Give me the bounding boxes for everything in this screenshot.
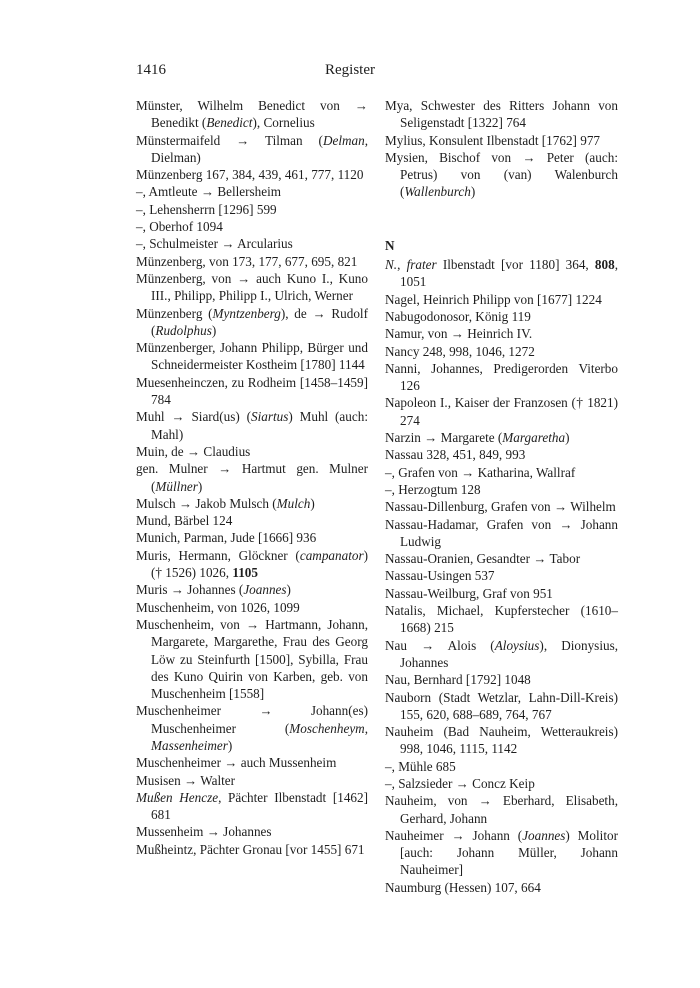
italic-text: frater xyxy=(406,257,437,273)
entry-text: ) xyxy=(227,737,233,753)
entry-text: Nau → Alois ( xyxy=(385,637,495,653)
index-entry xyxy=(136,374,368,409)
index-entry xyxy=(136,166,368,183)
italic-text: Joannes xyxy=(243,582,287,598)
entry-text: Nancy 248, 998, 1046, 1272 xyxy=(385,343,535,359)
italic-text: campanator xyxy=(299,547,364,563)
index-entry xyxy=(385,637,618,672)
index-entry xyxy=(385,132,618,149)
entry-text: ) xyxy=(470,184,476,200)
entry-text: Ilbenstadt [vor 1180] 364, xyxy=(436,257,595,273)
italic-text: Margaretha xyxy=(502,430,566,446)
entry-text: Nauheimer → Johann ( xyxy=(385,827,523,843)
entry-text: Nassau-Dillenburg, Grafen von → Wilhelm xyxy=(385,499,616,515)
index-entry xyxy=(385,97,618,132)
entry-text: ) Molitor [auch: Johann Müller, Johann Nauheimer] xyxy=(400,827,618,878)
index-entry xyxy=(385,498,618,515)
italic-text: Benedict xyxy=(206,115,253,131)
index-entry xyxy=(385,827,618,879)
entry-text: Naumburg (Hessen) 107, 664 xyxy=(385,879,541,895)
entry-text: ) xyxy=(565,430,570,446)
entry-text: Muesenheinczen, zu Rodheim [1458–1459] 784 xyxy=(136,374,368,408)
index-entry xyxy=(136,495,368,512)
italic-text: Joannes xyxy=(522,827,566,843)
index-entry xyxy=(136,201,368,218)
entry-text: Muhl → Siard(us) ( xyxy=(136,409,252,425)
entry-text: Nassau-Oranien, Gesandter → Tabor xyxy=(385,551,581,567)
index-entry xyxy=(385,585,618,602)
entry-text: Nassau-Usingen 537 xyxy=(385,568,495,584)
index-entry xyxy=(385,291,618,308)
index-entry xyxy=(385,775,618,792)
entry-text: Mysien, Bischof von → Peter (auch: Petrus) von (van) Walenburch ( xyxy=(385,149,618,200)
index-entry xyxy=(385,758,618,775)
index-entry xyxy=(136,218,368,235)
index-entry xyxy=(385,464,618,481)
entry-text: –, Amtleute → Bellersheim xyxy=(136,184,282,200)
entry-text: gen. Mulner → Hartmut gen. Mulner ( xyxy=(136,461,368,494)
index-entry xyxy=(385,602,618,637)
italic-text: Mußen Hencze xyxy=(136,789,219,805)
index-entry xyxy=(136,529,368,546)
italic-text: Delman xyxy=(322,132,365,148)
entry-text: , xyxy=(397,257,407,273)
entry-text: ) († 1526) 1026, xyxy=(151,547,368,581)
index-entry xyxy=(136,702,368,754)
entry-text: Mund, Bärbel 124 xyxy=(136,513,233,529)
entry-text: Munich, Parman, Jude [1666] 936 xyxy=(136,530,317,546)
italic-text: Müllner xyxy=(155,478,198,494)
italic-text: Wallenburch xyxy=(404,184,471,200)
italic-text: N. xyxy=(385,257,398,273)
italic-text: Rudolphus xyxy=(155,322,212,338)
entry-text: Nau, Bernhard [1792] 1048 xyxy=(385,672,531,688)
entry-text: Muschenheim, von 1026, 1099 xyxy=(136,599,300,615)
index-entry xyxy=(385,550,618,567)
index-entry xyxy=(136,754,368,771)
bold-page-ref: 1105 xyxy=(232,565,258,581)
index-entry xyxy=(385,567,618,584)
entry-text: Nauheim, von → Eberhard, Elisabeth, Gerhard, Johann xyxy=(385,793,618,826)
entry-text: Mulsch → Jakob Mulsch ( xyxy=(136,495,277,511)
index-entry xyxy=(136,789,368,824)
entry-text: , Pächter Ilbenstadt [1462] 681 xyxy=(151,789,368,823)
entry-text: Nassau-Weilburg, Graf von 951 xyxy=(385,585,553,601)
entry-text: , Dielman) xyxy=(151,132,368,165)
italic-text: Moschenheym xyxy=(289,720,365,736)
index-entry xyxy=(136,443,368,460)
entry-text: –, Schulmeister → Arcularius xyxy=(136,236,293,252)
bold-page-ref: 808 xyxy=(594,257,615,273)
entry-text: ) xyxy=(286,582,291,598)
index-column-left xyxy=(136,97,368,858)
entry-text: Muschenheim, von → Hartmann, Johann, Margarete, Margarethe, Frau des Georg Löw zu Steinfurth [1500], Sybilla, Frau des Kuno Quirin von Karben, geb. von Muschenheim [1558] xyxy=(136,616,368,702)
index-entry xyxy=(136,772,368,789)
entry-text: Mya, Schwester des Ritters Johann von Seligenstadt [1322] 764 xyxy=(385,98,618,131)
index-entry xyxy=(136,581,368,598)
index-entry xyxy=(136,270,368,305)
index-entry xyxy=(385,325,618,342)
entry-text: –, Herzogtum 128 xyxy=(385,481,481,497)
italic-text: Massenheimer xyxy=(151,737,228,753)
entry-text: Münzenberg ( xyxy=(136,305,213,321)
italic-text: Aloysius xyxy=(494,637,540,653)
index-entry xyxy=(136,512,368,529)
entry-text: Muschenheimer → Johann(es) Muschenheimer ( xyxy=(136,703,368,736)
entry-text: Musisen → Walter xyxy=(136,772,236,788)
entry-text: Muris, Hermann, Glöckner ( xyxy=(136,547,300,563)
index-entry xyxy=(136,97,368,132)
entry-text: , 1051 xyxy=(400,257,618,290)
index-entry xyxy=(136,339,368,374)
index-entry xyxy=(136,823,368,840)
entry-text: Nabugodonosor, König 119 xyxy=(385,308,531,324)
entry-text: –, Grafen von → Katharina, Wallraf xyxy=(385,464,576,480)
index-entry xyxy=(136,841,368,858)
entry-text: , xyxy=(364,720,368,736)
index-entry xyxy=(385,394,618,429)
index-entry xyxy=(385,343,618,360)
index-entry xyxy=(385,256,618,291)
index-column-right xyxy=(385,97,618,896)
entry-text: ) xyxy=(211,322,217,338)
index-entry xyxy=(385,360,618,395)
index-entry xyxy=(385,308,618,325)
entry-text: ), de → Rudolf ( xyxy=(151,305,368,338)
entry-text: Mylius, Konsulent Ilbenstadt [1762] 977 xyxy=(385,132,601,148)
entry-text: Nassau-Hadamar, Grafen von → Johann Ludwig xyxy=(385,516,618,549)
entry-text: Münzenberg, von 173, 177, 677, 695, 821 xyxy=(136,253,358,269)
section-letter-heading: N xyxy=(385,237,395,253)
italic-text: Siartus xyxy=(251,409,289,425)
entry-text: –, Mühle 685 xyxy=(385,758,456,774)
entry-text: Narzin → Margarete ( xyxy=(385,430,503,446)
entry-text: Nauheim (Bad Nauheim, Wetteraukreis) 998, 1046, 1115, 1142 xyxy=(385,724,618,757)
entry-text: –, Oberhof 1094 xyxy=(136,219,223,235)
italic-text: Myntzenberg xyxy=(212,305,281,321)
entry-text: Nassau 328, 451, 849, 993 xyxy=(385,447,526,463)
index-entry xyxy=(385,516,618,551)
entry-text: Mußheintz, Pächter Gronau [vor 1455] 671 xyxy=(136,841,365,857)
entry-text: ) xyxy=(197,478,203,494)
index-entry xyxy=(136,183,368,200)
entry-text: ) Muhl (auch: Mahl) xyxy=(151,409,368,442)
entry-text: Natalis, Michael, Kupferstecher (1610–1668) 215 xyxy=(385,603,618,636)
entry-text: Muin, de → Claudius xyxy=(136,443,251,459)
entry-text: Münzenberger, Johann Philipp, Bürger und Schneidermeister Kostheim [1780] 1144 xyxy=(136,340,368,373)
entry-text: ) xyxy=(310,495,315,511)
entry-text: Nauborn (Stadt Wetzlar, Lahn-Dill-Kreis) 155, 620, 688–689, 764, 767 xyxy=(385,689,618,722)
entry-text: –, Lehensherrn [1296] 599 xyxy=(136,201,277,217)
italic-text: Mulch xyxy=(276,495,311,511)
index-entry xyxy=(385,481,618,498)
index-entry xyxy=(385,671,618,688)
entry-text: Nagel, Heinrich Philipp von [1677] 1224 xyxy=(385,291,602,307)
entry-text: Muschenheimer → auch Mussenheim xyxy=(136,755,337,771)
index-entry xyxy=(136,235,368,252)
index-entry xyxy=(136,547,368,582)
index-entry xyxy=(136,408,368,443)
entry-text: Münster, Wilhelm Benedict von → Benedikt ( xyxy=(136,98,368,131)
running-head: Register xyxy=(325,62,375,78)
entry-text: Napoleon I., Kaiser der Franzosen († 1821) 274 xyxy=(385,395,618,428)
entry-text: Muris → Johannes ( xyxy=(136,582,244,598)
index-entry xyxy=(136,305,368,340)
index-entry xyxy=(385,792,618,827)
index-entry xyxy=(136,460,368,495)
index-entry xyxy=(385,446,618,463)
index-entry xyxy=(136,132,368,167)
entry-text: Namur, von → Heinrich IV. xyxy=(385,326,533,342)
index-entry xyxy=(385,149,618,201)
index-entry xyxy=(385,689,618,724)
entry-text: –, Salzsieder → Concz Keip xyxy=(385,775,535,791)
entry-text: Münzenberg 167, 384, 439, 461, 777, 1120 xyxy=(136,167,364,183)
index-entry xyxy=(136,253,368,270)
index-entry xyxy=(385,723,618,758)
entry-text: Mussenheim → Johannes xyxy=(136,824,272,840)
entry-text: ), Cornelius xyxy=(252,115,315,131)
index-entry xyxy=(385,879,618,896)
index-entry xyxy=(385,429,618,446)
entry-text: Nanni, Johannes, Predigerorden Viterbo 126 xyxy=(385,360,618,394)
index-entry xyxy=(136,616,368,702)
page-number: 1416 xyxy=(136,62,166,78)
entry-text: Münstermaifeld → Tilman ( xyxy=(136,132,323,148)
index-entry xyxy=(136,599,368,616)
entry-text: Münzenberg, von → auch Kuno I., Kuno III., Philipp, Philipp I., Ulrich, Werner xyxy=(136,270,368,304)
entry-text: ), Dionysius, Johannes xyxy=(400,637,618,670)
